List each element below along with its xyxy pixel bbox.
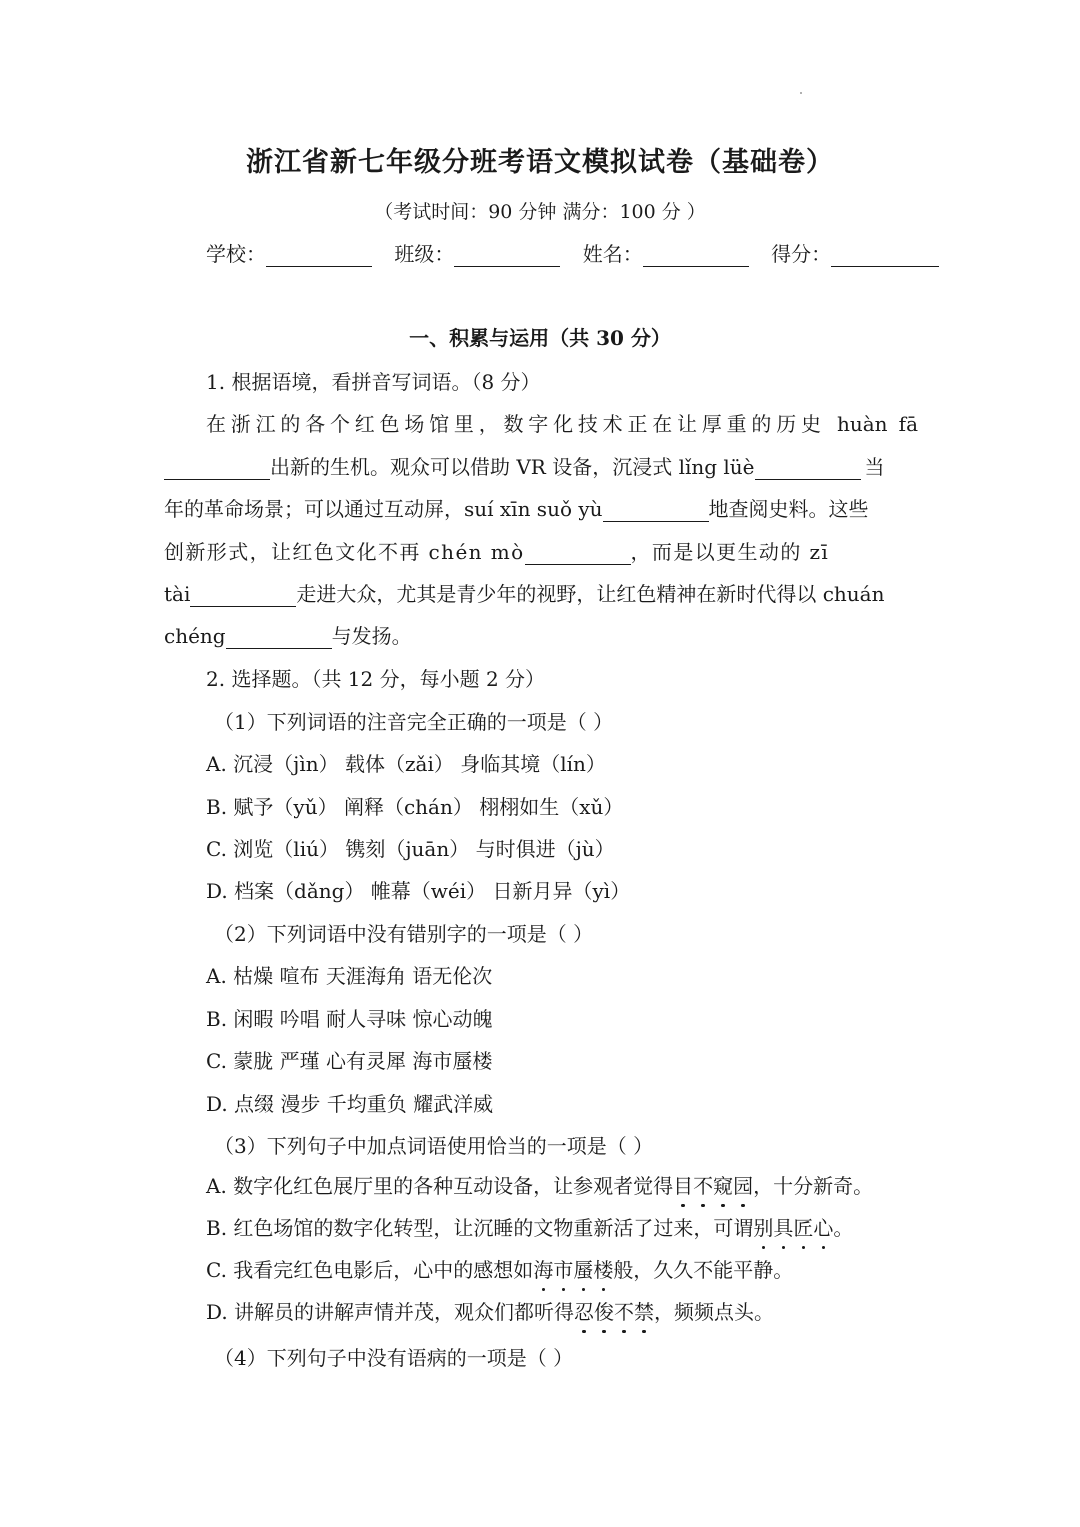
dotted-char: 具	[773, 1212, 793, 1241]
q1-line-1	[206, 408, 918, 437]
q1-line-5	[164, 578, 884, 607]
q2-4-stem: （4）下列句子中没有语病的一项是（ ）	[214, 1346, 574, 1370]
student-info-row	[206, 238, 939, 267]
dotted-char: 不	[614, 1296, 634, 1325]
q2-3-d-post: ，频频点头。	[654, 1300, 775, 1324]
q2-1-option-c[interactable]: C. 浏览（liú） 镌刻（juān） 与时俱进（jù）	[206, 837, 615, 861]
q2-stem: 2. 选择题。（共 12 分，每小题 2 分）	[206, 667, 546, 691]
dotted-char: 蜃	[573, 1254, 593, 1283]
q2-1-option-b[interactable]: B. 赋予（yǔ） 阐释（chán） 栩栩如生（xǔ）	[206, 795, 624, 819]
page-dot-mark	[800, 92, 802, 94]
name-label: 姓名：	[582, 242, 643, 266]
q1-line-4	[164, 536, 829, 565]
q2-3-b-pre: B. 红色场馆的数字化转型，让沉睡的文物重新活了过来，可谓	[206, 1216, 754, 1240]
q2-3-option-d[interactable]	[206, 1296, 774, 1325]
dotted-char: 不	[693, 1170, 713, 1199]
dotted-char: 禁	[634, 1296, 654, 1325]
school-label: 学校：	[206, 242, 266, 266]
name-blank[interactable]	[643, 242, 749, 267]
q2-3-stem: （3）下列句子中加点词语使用恰当的一项是（ ）	[214, 1134, 654, 1158]
q2-2-option-a[interactable]: A. 枯燥 喧布 天涯海角 语无伦次	[206, 964, 493, 988]
blank-lingue[interactable]	[755, 457, 861, 480]
q1-line-6-tail: 与发扬。	[331, 624, 412, 648]
dotted-char: 市	[553, 1254, 573, 1283]
q1-line-4-tail: ，而是以更生动的 zī	[630, 540, 830, 564]
q2-3-c-post: 般，久久不能平静。	[613, 1258, 794, 1282]
blank-huanfa[interactable]	[164, 457, 270, 480]
score-label: 得分：	[771, 242, 832, 266]
q1-line-2-text: 出新的生机。观众可以借助 VR 设备，沉浸式 lǐng lüè	[270, 455, 755, 479]
dotted-char: 俊	[594, 1296, 614, 1325]
exam-title: 浙江省新七年级分班考语文模拟试卷（基础卷）	[246, 147, 834, 178]
q1-line-5-text: tài	[164, 582, 191, 606]
blank-suixinsuoyu[interactable]	[603, 499, 709, 522]
q2-3-a-post: ，十分新奇。	[753, 1174, 874, 1198]
dotted-char: 园	[733, 1170, 753, 1199]
q2-1-option-d[interactable]: D. 档案（dǎng） 帷幕（wéi） 日新月异（yì）	[206, 879, 631, 903]
school-blank[interactable]	[266, 242, 372, 267]
dotted-char: 匠	[793, 1212, 813, 1241]
dotted-char: 窥	[713, 1170, 733, 1199]
dotted-char: 楼	[593, 1254, 613, 1283]
blank-chenmo[interactable]	[525, 542, 631, 565]
q2-2-option-d[interactable]: D. 点缀 漫步 千均重负 耀武洋威	[206, 1092, 494, 1116]
dotted-char: 海	[533, 1254, 553, 1283]
q1-line-2-tail: 当	[864, 455, 885, 479]
q1-line-6	[164, 620, 412, 649]
q2-2-option-c[interactable]: C. 蒙胧 严瑾 心有灵犀 海市蜃楼	[206, 1049, 493, 1073]
q1-line-3-text: 年的革命场景；可以通过互动屏，suí xīn suǒ yù	[164, 497, 603, 521]
class-blank[interactable]	[454, 242, 560, 267]
dotted-char: 心	[813, 1212, 833, 1241]
section-title: 一、积累与运用（共 30 分）	[409, 326, 671, 350]
q1-line-4-text: 创新形式，让红色文化不再 chén mò	[164, 540, 525, 564]
blank-chuancheng[interactable]	[226, 626, 332, 649]
q2-3-option-a[interactable]	[206, 1170, 873, 1199]
exam-info: （考试时间：90 分钟 满分：100 分 ）	[374, 201, 706, 223]
dotted-char: 别	[753, 1212, 773, 1241]
dotted-char: 目	[673, 1170, 693, 1199]
q1-line-3-tail: 地查阅史料。这些	[708, 497, 869, 521]
score-blank[interactable]	[831, 242, 939, 267]
q2-1-option-a[interactable]: A. 沉浸（jìn） 载体（zǎi） 身临其境（lín）	[206, 752, 606, 776]
q2-3-option-b[interactable]	[206, 1212, 853, 1241]
q2-1-stem: （1）下列词语的注音完全正确的一项是（ ）	[214, 710, 614, 734]
q1-line-6-text: chéng	[164, 624, 226, 648]
q2-3-option-c[interactable]	[206, 1254, 793, 1283]
q1-line-5-tail: 走进大众，尤其是青少年的视野，让红色精神在新时代得以 chuán	[296, 582, 885, 606]
q2-3-a-pre: A. 数字化红色展厅里的各种互动设备，让参观者觉得	[206, 1174, 674, 1198]
blank-zitai[interactable]	[190, 584, 296, 607]
q2-3-c-pre: C. 我看完红色电影后，心中的感想如	[206, 1258, 534, 1282]
q1-stem: 1. 根据语境，看拼音写词语。（8 分）	[206, 370, 541, 394]
class-label: 班级：	[394, 242, 455, 266]
q2-3-b-post: 。	[833, 1216, 854, 1240]
q1-line-2	[164, 451, 885, 480]
q2-3-d-pre: D. 讲解员的讲解声情并茂，观众们都听得	[206, 1300, 575, 1324]
q2-2-stem: （2）下列词语中没有错别字的一项是（ ）	[214, 922, 594, 946]
q1-line-1-text: 在浙江的各个红色场馆里，数字化技术正在让厚重的历史 huàn fā	[206, 412, 918, 436]
dotted-char: 忍	[574, 1296, 594, 1325]
q2-2-option-b[interactable]: B. 闲暇 吟唱 耐人寻味 惊心动魄	[206, 1007, 493, 1031]
q1-line-3	[164, 493, 869, 522]
